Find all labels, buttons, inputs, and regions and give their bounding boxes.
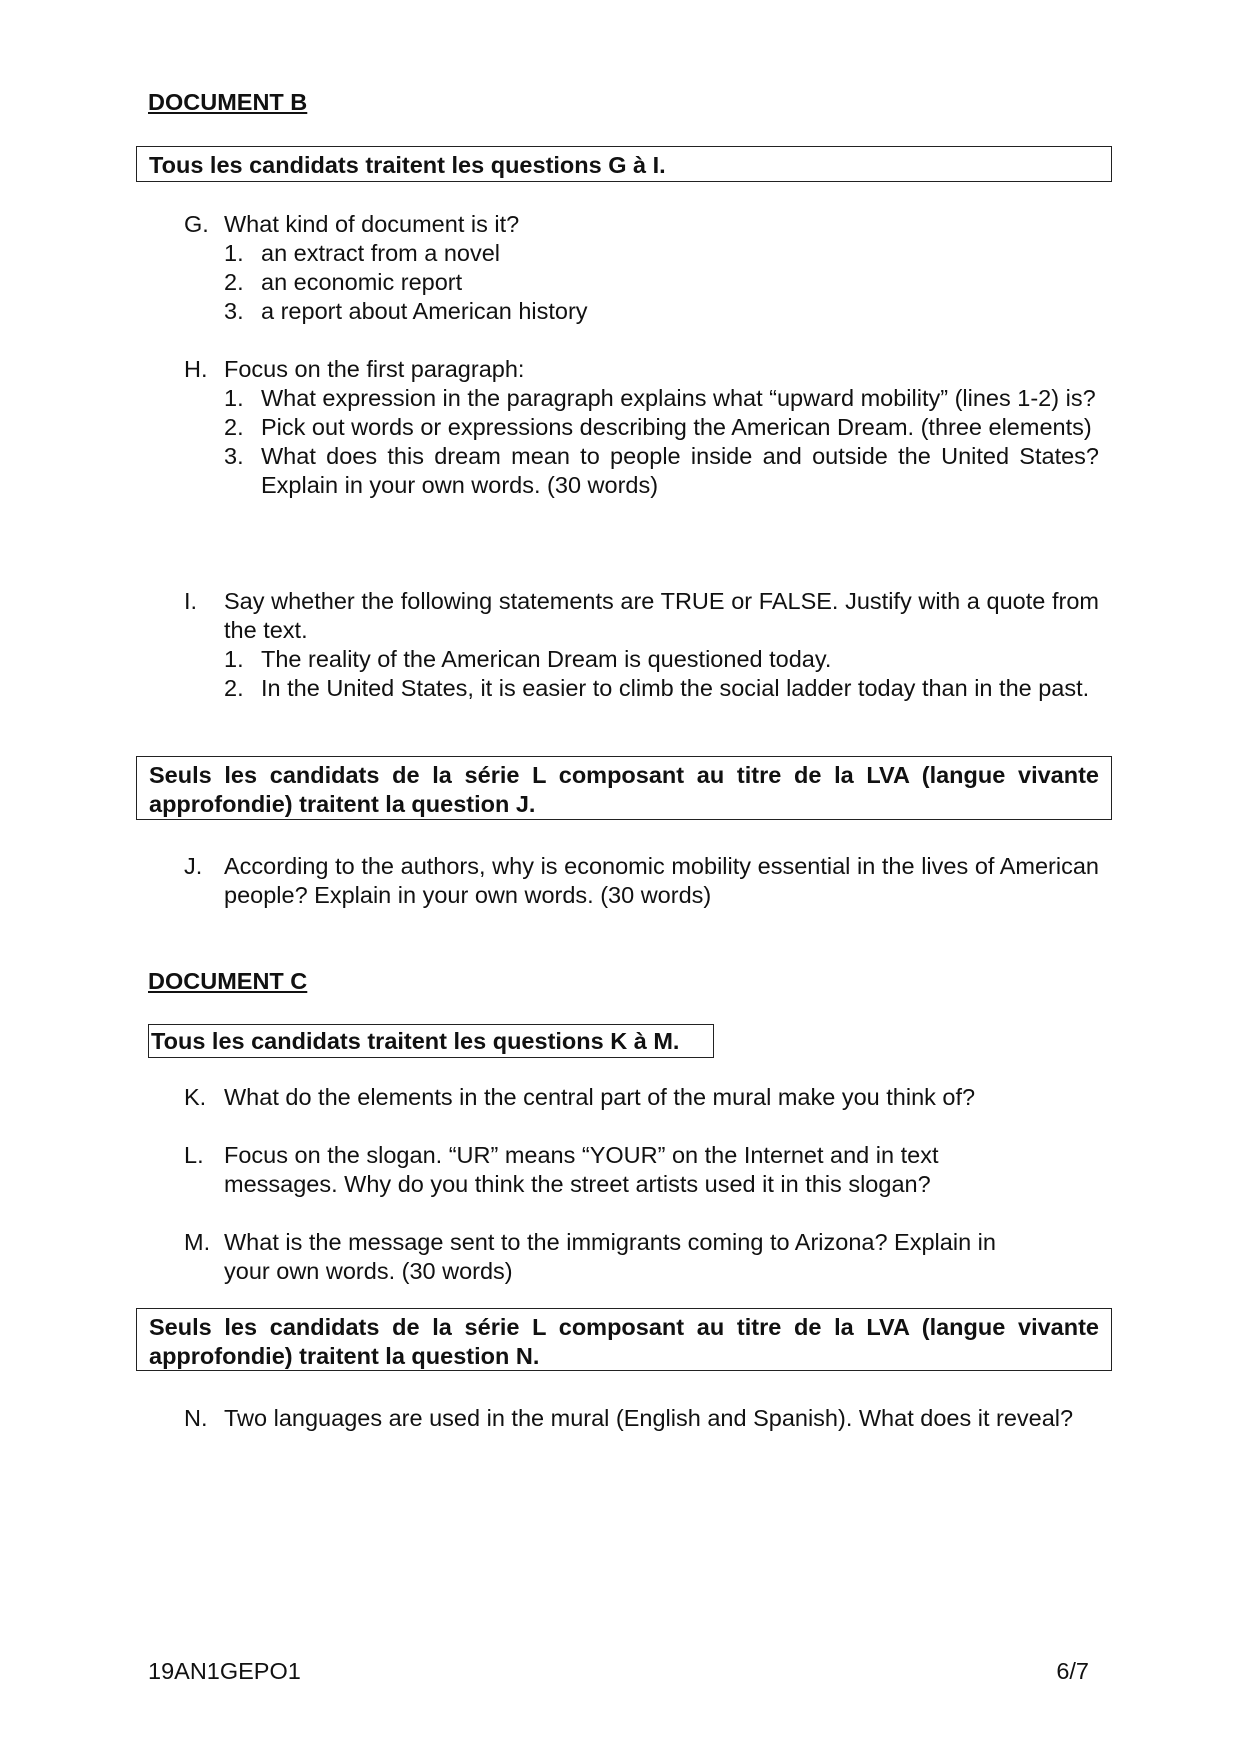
list-item: 1. an extract from a novel <box>224 240 501 266</box>
question-label: L. <box>184 1142 204 1168</box>
list-item: 1. What expression in the paragraph explains what “upward mobility” (lines 1-2) is? <box>224 385 1096 411</box>
list-item: 2. an economic report <box>224 269 463 295</box>
list-item: 1. The reality of the American Dream is questioned today. <box>224 646 832 672</box>
document-b-heading: DOCUMENT B <box>148 89 308 115</box>
question-label: K. <box>184 1084 207 1110</box>
question-h <box>184 355 1099 500</box>
question-text: What kind of document is it? <box>224 211 520 237</box>
question-label: J. <box>184 853 203 879</box>
instruction-box-lva-n: Seuls les candidats de la série L composant au titre de la LVA (langue vivante approfondie) traitent la question N. <box>136 1308 1112 1371</box>
list-item: 3. What does this dream mean to people inside and outside the United States? Explain in your own words. (30 words) <box>224 443 1099 498</box>
question-label: H. <box>184 356 208 382</box>
list-item: 2. Pick out words or expressions describing the American Dream. (three elements) <box>224 414 1092 440</box>
question-l <box>184 1141 1099 1199</box>
question-text-line: messages. Why do you think the street artists used it in this slogan? <box>224 1171 931 1197</box>
question-text: Focus on the first paragraph: <box>224 356 525 382</box>
question-n <box>184 1404 1099 1433</box>
list-item: 2. In the United States, it is easier to climb the social ladder today than in the past. <box>224 675 1090 701</box>
page-number: 6/7 <box>1056 1658 1089 1684</box>
footer-code: 19AN1GEPO1 <box>148 1658 301 1684</box>
question-label: M. <box>184 1229 211 1255</box>
document-c-heading: DOCUMENT C <box>148 968 308 994</box>
question-label: N. <box>184 1405 208 1431</box>
question-text: What do the elements in the central part of the mural make you think of? <box>224 1084 976 1110</box>
instruction-box-k-m: Tous les candidats traitent les questions K à M. <box>148 1024 714 1058</box>
question-text: According to the authors, why is economic mobility essential in the lives of American people? Explain in your own words. (30 words) <box>224 853 1099 908</box>
question-label: G. <box>184 211 209 237</box>
question-text-line: Focus on the slogan. “UR” means “YOUR” on the Internet and in text <box>224 1142 939 1168</box>
question-text: Two languages are used in the mural (English and Spanish). What does it reveal? <box>224 1405 1074 1431</box>
list-item: 3. a report about American history <box>224 298 588 324</box>
question-text-line: What is the message sent to the immigrants coming to Arizona? Explain in <box>224 1229 996 1255</box>
instruction-box-g-i: Tous les candidats traitent les questions G à I. <box>136 146 1112 182</box>
instruction-box-lva-j: Seuls les candidats de la série L composant au titre de la LVA (langue vivante approfondie) traitent la question J. <box>136 756 1112 820</box>
question-text-line: your own words. (30 words) <box>224 1258 513 1284</box>
question-m <box>184 1228 1099 1286</box>
question-label: I. <box>184 588 198 614</box>
question-text: Say whether the following statements are TRUE or FALSE. Justify with a quote from the text. <box>224 588 1099 643</box>
question-j <box>184 852 1099 910</box>
question-i <box>184 587 1099 703</box>
question-g <box>184 210 1099 326</box>
question-k <box>184 1083 1099 1112</box>
